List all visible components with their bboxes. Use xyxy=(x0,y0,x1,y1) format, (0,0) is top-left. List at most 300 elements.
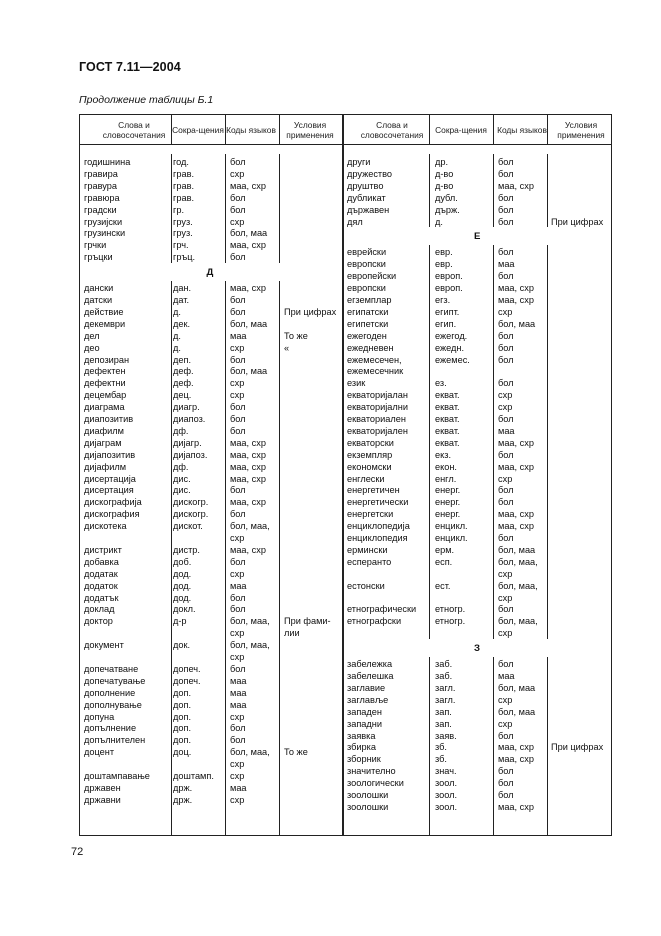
right-row-47-col-1: зб. xyxy=(435,754,447,765)
right-row-29-col-0: енциклопедија xyxy=(347,521,410,532)
right-row-7-col-1: евр. xyxy=(435,259,453,270)
left-row-20-col-2: бол xyxy=(230,414,246,424)
left-row-36-col-1: докл. xyxy=(173,604,196,615)
right-row-47-col-2: маа, схр xyxy=(498,754,534,765)
left-row-0-col-1: год. xyxy=(173,157,189,167)
section-letter-z: З xyxy=(474,643,481,655)
right-row-24-col-0: економски xyxy=(347,461,392,472)
section-letter-d: Д xyxy=(206,267,214,279)
right-row-30-col-0: енциклопедия xyxy=(347,533,408,543)
right-row-50-col-2: бол xyxy=(498,790,514,800)
left-row-17-col-2: схр xyxy=(230,378,245,389)
left-row-48-col-3: То же xyxy=(284,747,308,758)
left-row-8-col-1: гръц. xyxy=(173,252,196,263)
right-row-11-col-2: схр xyxy=(498,306,513,317)
right-row-28-col-0: енергетски xyxy=(347,509,394,520)
left-row-43-col-1: доп. xyxy=(173,687,191,698)
right-row-6-col-1: евр. xyxy=(435,247,453,258)
right-row-6-col-2: бол xyxy=(498,247,514,258)
right-row-18-col-1: екват. xyxy=(435,390,460,401)
right-row-44-col-0: западни xyxy=(347,718,382,729)
right-row-31-col-1: ерм. xyxy=(435,544,455,555)
right-row-49-col-1: зоол. xyxy=(435,778,458,789)
right-row-30-col-2: бол xyxy=(498,533,514,543)
right-row-7-col-2: маа xyxy=(498,259,515,270)
left-row-33-col-1: дод. xyxy=(173,568,192,579)
right-row-49-col-2: бол xyxy=(498,778,514,789)
left-row-9-col-0: дански xyxy=(84,283,114,294)
left-row-22-col-0: дијаграм xyxy=(84,437,122,448)
left-row-22-col-1: дијагр. xyxy=(173,437,202,448)
header-conditions-right: Условия применения xyxy=(557,119,605,140)
left-row-33-col-0: додатак xyxy=(84,568,118,579)
right-row-31-col-2: бол, маа xyxy=(498,544,536,555)
left-row-18-col-2: схр xyxy=(230,390,245,401)
right-row-0-col-2: бол xyxy=(498,157,514,167)
right-row-26-col-1: енерг. xyxy=(435,485,461,496)
right-row-36-col-2: бол xyxy=(498,604,514,615)
right-row-19-col-2: схр xyxy=(498,402,513,413)
right-row-48-col-1: знач. xyxy=(435,766,457,777)
right-seg-2-col-rule-2 xyxy=(547,657,548,835)
left-row-29-col-1: дискот. xyxy=(173,521,203,532)
right-row-46-col-3: При цифрах xyxy=(551,742,604,753)
left-row-2-col-0: гравура xyxy=(84,180,117,191)
right-row-40-col-1: заб. xyxy=(435,671,453,681)
right-row-3-col-2: бол xyxy=(498,192,514,203)
left-row-37-col-0: доктор xyxy=(84,616,113,627)
right-row-35-col-2: схр xyxy=(498,592,513,603)
right-row-51-col-1: зоол. xyxy=(435,801,458,812)
right-row-10-col-0: егземплар xyxy=(347,295,392,305)
left-row-39-col-1: док. xyxy=(173,640,191,651)
left-row-31-col-0: дистрикт xyxy=(84,544,122,555)
right-row-7-col-0: европски xyxy=(347,259,386,270)
right-row-39-col-0: забележка xyxy=(347,659,393,670)
right-row-15-col-0: ежемесечен, xyxy=(347,354,402,365)
left-seg-1-col-rule-0 xyxy=(171,281,172,835)
left-row-13-col-3: То же xyxy=(284,330,308,341)
right-row-0-col-0: други xyxy=(347,157,371,167)
left-row-52-col-2: схр xyxy=(230,794,245,805)
left-row-26-col-0: дисертация xyxy=(84,485,134,496)
left-row-10-col-1: дат. xyxy=(173,295,190,305)
right-row-14-col-0: ежедневен xyxy=(347,342,394,353)
left-row-14-col-1: д. xyxy=(173,342,181,353)
right-row-21-col-2: маа xyxy=(498,425,515,436)
left-row-34-col-1: дод. xyxy=(173,580,192,591)
right-row-1-col-1: д-во xyxy=(435,168,454,179)
left-row-32-col-2: бол xyxy=(230,556,246,567)
left-row-18-col-1: дец. xyxy=(173,390,192,401)
left-row-44-col-2: маа xyxy=(230,699,247,710)
left-row-25-col-1: дис. xyxy=(173,473,191,484)
left-seg-1-col-rule-1 xyxy=(225,281,226,835)
right-row-14-col-1: ежедн. xyxy=(435,342,465,353)
header-codes-right: Коды языков xyxy=(497,124,547,135)
left-row-42-col-2: маа xyxy=(230,675,247,686)
right-row-34-col-2: бол, маа, xyxy=(498,580,538,591)
right-row-23-col-0: екземпляр xyxy=(347,449,393,460)
left-row-46-col-2: бол xyxy=(230,723,246,734)
right-row-50-col-1: зоол. xyxy=(435,790,458,800)
right-row-5-col-1: д. xyxy=(435,216,443,227)
left-row-5-col-0: грузијски xyxy=(84,216,123,227)
left-row-17-col-1: деф. xyxy=(173,378,194,389)
left-row-32-col-1: доб. xyxy=(173,556,192,567)
right-row-42-col-0: заглавље xyxy=(347,694,389,705)
right-row-19-col-0: екваторијални xyxy=(347,402,408,413)
right-row-27-col-1: енерг. xyxy=(435,497,461,508)
left-row-13-col-1: д. xyxy=(173,330,181,341)
right-row-41-col-2: бол, маа xyxy=(498,682,536,693)
right-row-46-col-0: збирка xyxy=(347,742,376,753)
left-row-37-col-2: бол, маа, xyxy=(230,616,270,627)
right-row-22-col-0: екваторски xyxy=(347,437,394,448)
right-row-6-col-0: еврейски xyxy=(347,247,387,258)
left-row-14-col-2: схр xyxy=(230,342,245,353)
left-row-31-col-2: маа, схр xyxy=(230,544,266,555)
left-row-18-col-0: децембар xyxy=(84,390,127,401)
left-row-1-col-1: грав. xyxy=(173,168,195,179)
left-row-44-col-0: дополнување xyxy=(84,699,142,710)
right-row-42-col-2: схр xyxy=(498,694,513,705)
left-row-37-col-3: При фами- xyxy=(284,616,331,627)
right-row-16-col-0: ежемесечник xyxy=(347,366,404,377)
left-row-34-col-2: маа xyxy=(230,580,247,591)
left-row-13-col-0: дел xyxy=(84,330,100,341)
right-seg-0-col-rule-1 xyxy=(493,154,494,227)
right-row-20-col-0: екваториален xyxy=(347,414,406,424)
left-row-23-col-1: дијапоз. xyxy=(173,449,208,460)
right-row-17-col-1: ез. xyxy=(435,378,447,389)
left-row-10-col-0: датски xyxy=(84,295,113,305)
left-row-48-col-2: бол, маа, xyxy=(230,747,270,758)
left-row-41-col-2: бол xyxy=(230,663,246,674)
right-row-3-col-0: дубликат xyxy=(347,192,386,203)
left-seg-0-col-rule-1 xyxy=(225,154,226,263)
left-row-2-col-1: грав. xyxy=(173,180,195,191)
left-row-7-col-1: грч. xyxy=(173,240,189,251)
left-row-47-col-2: бол xyxy=(230,735,246,746)
left-row-24-col-2: маа, схр xyxy=(230,461,266,472)
right-row-51-col-2: маа, схр xyxy=(498,801,534,812)
left-row-3-col-1: грав. xyxy=(173,192,195,203)
left-row-25-col-0: дисертација xyxy=(84,473,136,484)
right-row-23-col-1: екз. xyxy=(435,449,451,460)
left-row-41-col-0: допечатване xyxy=(84,663,139,674)
header-divider-0 xyxy=(171,114,172,145)
left-row-14-col-3: « xyxy=(284,342,290,353)
left-row-19-col-2: бол xyxy=(230,402,246,413)
abbreviations-table xyxy=(79,114,612,836)
left-row-43-col-2: маа xyxy=(230,687,247,698)
left-row-32-col-0: добавка xyxy=(84,556,119,567)
left-row-51-col-0: државен xyxy=(84,782,121,793)
left-row-46-col-0: допълнение xyxy=(84,723,137,734)
table-header-rule xyxy=(79,144,612,145)
left-row-15-col-1: деп. xyxy=(173,354,191,365)
right-row-39-col-2: бол xyxy=(498,659,514,670)
header-abbrev-right: Сокра-щения xyxy=(435,124,487,135)
left-row-43-col-0: дополнение xyxy=(84,687,136,698)
right-row-11-col-1: египт. xyxy=(435,306,460,317)
right-row-34-col-0: естонски xyxy=(347,580,385,591)
left-row-21-col-1: дф. xyxy=(173,425,189,436)
right-row-50-col-0: зоолошки xyxy=(347,790,389,800)
left-row-6-col-0: грузински xyxy=(84,228,126,239)
left-row-11-col-1: д. xyxy=(173,306,181,317)
right-row-1-col-0: дружество xyxy=(347,168,393,179)
right-row-12-col-0: египетски xyxy=(347,318,389,329)
left-row-29-col-0: дискотека xyxy=(84,521,127,532)
right-row-28-col-2: маа, схр xyxy=(498,509,534,520)
left-row-27-col-2: маа, схр xyxy=(230,497,266,508)
left-row-45-col-1: доп. xyxy=(173,711,191,722)
left-row-52-col-1: држ. xyxy=(173,794,193,805)
header-divider-4 xyxy=(429,114,430,145)
left-row-15-col-0: депозиран xyxy=(84,354,130,365)
right-row-23-col-2: бол xyxy=(498,449,514,460)
right-row-43-col-0: западен xyxy=(347,706,382,717)
left-row-28-col-1: дискогр. xyxy=(173,509,209,520)
table-right-rule xyxy=(611,114,612,836)
right-row-36-col-1: етногр. xyxy=(435,604,466,615)
right-row-4-col-2: бол xyxy=(498,204,514,215)
left-row-34-col-0: додаток xyxy=(84,580,118,591)
document-title: ГОСТ 7.11—2004 xyxy=(79,60,181,74)
right-row-13-col-2: бол xyxy=(498,330,514,341)
left-row-16-col-0: дефектен xyxy=(84,366,126,377)
left-row-6-col-1: груз. xyxy=(173,228,193,239)
left-row-51-col-2: маа xyxy=(230,782,247,793)
left-row-26-col-1: дис. xyxy=(173,485,191,496)
right-row-27-col-2: бол xyxy=(498,497,514,508)
left-row-35-col-0: додатък xyxy=(84,592,119,603)
right-row-31-col-0: ермински xyxy=(347,544,388,555)
left-row-21-col-0: диафилм xyxy=(84,425,124,436)
left-row-3-col-0: гравюра xyxy=(84,192,120,203)
left-row-42-col-1: допеч. xyxy=(173,675,201,686)
right-row-49-col-0: зоологически xyxy=(347,778,404,789)
left-row-16-col-2: бол, маа xyxy=(230,366,268,377)
left-row-19-col-0: диаграма xyxy=(84,402,125,413)
left-row-5-col-2: схр xyxy=(230,216,245,227)
left-row-40-col-2: схр xyxy=(230,652,245,662)
left-row-20-col-0: диапозитив xyxy=(84,414,134,424)
right-seg-1-col-rule-1 xyxy=(493,245,494,639)
left-row-38-col-2: схр xyxy=(230,628,245,639)
right-row-41-col-0: заглавие xyxy=(347,682,386,693)
left-row-8-col-2: бол xyxy=(230,252,246,263)
left-row-29-col-2: бол, маа, xyxy=(230,521,270,532)
right-row-4-col-0: държавен xyxy=(347,204,390,215)
table-left-rule xyxy=(79,114,80,836)
left-row-44-col-1: доп. xyxy=(173,699,191,710)
right-row-46-col-1: зб. xyxy=(435,742,447,753)
left-row-11-col-2: бол xyxy=(230,306,246,317)
right-row-21-col-0: екваторијален xyxy=(347,425,408,436)
left-row-27-col-0: дискографија xyxy=(84,497,142,508)
left-row-14-col-0: део xyxy=(84,342,100,353)
right-row-25-col-1: енгл. xyxy=(435,473,457,484)
right-row-41-col-1: загл. xyxy=(435,682,456,693)
right-row-45-col-2: бол xyxy=(498,730,514,741)
right-row-9-col-0: европски xyxy=(347,283,386,294)
left-row-15-col-2: бол xyxy=(230,354,246,365)
left-row-47-col-1: доп. xyxy=(173,735,191,746)
table-top-rule xyxy=(79,114,612,115)
left-row-2-col-2: маа, схр xyxy=(230,180,266,191)
right-row-17-col-0: език xyxy=(347,378,366,389)
right-row-15-col-2: бол xyxy=(498,354,514,365)
left-row-1-col-0: гравира xyxy=(84,168,118,179)
left-row-3-col-2: бол xyxy=(230,192,246,203)
right-seg-0-col-rule-0 xyxy=(429,154,430,227)
left-row-50-col-0: доштампавање xyxy=(84,771,150,781)
right-row-22-col-2: маа, схр xyxy=(498,437,534,448)
left-row-38-col-3: лии xyxy=(284,628,300,639)
right-row-28-col-1: енерг. xyxy=(435,509,461,520)
right-row-20-col-1: екват. xyxy=(435,414,460,424)
right-row-5-col-3: При цифрах xyxy=(551,216,604,227)
right-row-32-col-1: есп. xyxy=(435,556,453,567)
header-abbrev-left: Сокра-щения xyxy=(172,124,224,135)
left-row-45-col-2: схр xyxy=(230,711,245,722)
right-row-10-col-1: егз. xyxy=(435,295,451,305)
right-row-45-col-1: заяв. xyxy=(435,730,457,741)
right-row-48-col-2: бол xyxy=(498,766,514,777)
left-row-5-col-1: груз. xyxy=(173,216,193,227)
right-row-32-col-2: бол, маа, xyxy=(498,556,538,567)
right-row-2-col-1: д-во xyxy=(435,180,454,191)
right-row-24-col-2: маа, схр xyxy=(498,461,534,472)
left-row-12-col-0: декември xyxy=(84,318,126,329)
right-row-26-col-0: енергетичен xyxy=(347,485,400,496)
left-row-36-col-2: бол xyxy=(230,604,246,615)
right-seg-1-col-rule-2 xyxy=(547,245,548,639)
right-row-1-col-2: бол xyxy=(498,168,514,179)
left-row-4-col-0: градски xyxy=(84,204,117,215)
right-row-11-col-0: египатски xyxy=(347,306,389,317)
left-row-36-col-0: доклад xyxy=(84,604,115,615)
left-row-22-col-2: маа, схр xyxy=(230,437,266,448)
right-row-12-col-1: егип. xyxy=(435,318,457,329)
header-divider-1 xyxy=(225,114,226,145)
right-row-43-col-2: бол, маа xyxy=(498,706,536,717)
right-row-25-col-0: енглески xyxy=(347,473,385,484)
left-row-26-col-2: бол xyxy=(230,485,246,496)
right-row-8-col-2: бол xyxy=(498,271,514,282)
right-row-24-col-1: екон. xyxy=(435,461,457,472)
left-row-24-col-1: дф. xyxy=(173,461,189,472)
right-row-33-col-2: схр xyxy=(498,568,513,579)
header-codes-left: Коды языков xyxy=(226,124,276,135)
right-row-30-col-1: енцикл. xyxy=(435,533,468,543)
left-row-8-col-0: гръцки xyxy=(84,252,113,263)
left-row-49-col-2: схр xyxy=(230,759,245,770)
left-row-10-col-2: бол xyxy=(230,295,246,305)
center-double-rule xyxy=(342,114,344,836)
header-divider-6 xyxy=(547,114,548,145)
right-row-10-col-2: маа, схр xyxy=(498,295,534,305)
right-seg-1-col-rule-0 xyxy=(429,245,430,639)
right-row-2-col-2: маа, схр xyxy=(498,180,534,191)
left-row-48-col-1: доц. xyxy=(173,747,192,758)
header-conditions-left: Условия применения xyxy=(286,119,334,140)
right-row-45-col-0: заявка xyxy=(347,730,376,741)
left-row-9-col-2: маа, схр xyxy=(230,283,266,294)
right-row-9-col-1: европ. xyxy=(435,283,463,294)
table-bottom-rule xyxy=(79,835,612,836)
left-row-23-col-0: дијапозитив xyxy=(84,449,136,460)
left-row-6-col-2: бол, маа xyxy=(230,228,268,239)
left-row-31-col-1: дистр. xyxy=(173,544,200,555)
left-row-12-col-2: бол, маа xyxy=(230,318,268,329)
right-row-44-col-2: схр xyxy=(498,718,513,729)
left-row-4-col-2: бол xyxy=(230,204,246,215)
left-row-28-col-2: бол xyxy=(230,509,246,520)
left-row-9-col-1: дан. xyxy=(173,283,192,294)
left-row-51-col-1: држ. xyxy=(173,782,193,793)
left-row-4-col-1: гр. xyxy=(173,204,185,215)
right-row-13-col-1: ежегод. xyxy=(435,330,468,341)
right-row-5-col-0: дял xyxy=(347,216,363,227)
right-row-4-col-1: държ. xyxy=(435,204,460,215)
right-row-37-col-0: етнографски xyxy=(347,616,402,627)
header-divider-2 xyxy=(279,114,280,145)
right-row-21-col-1: екват. xyxy=(435,425,460,436)
left-row-35-col-1: дод. xyxy=(173,592,192,603)
right-row-40-col-0: забелешка xyxy=(347,671,394,681)
right-row-0-col-1: др. xyxy=(435,157,449,167)
left-row-21-col-2: бол xyxy=(230,425,246,436)
left-seg-1-col-rule-2 xyxy=(279,281,280,835)
right-row-2-col-0: друштво xyxy=(347,180,384,191)
header-words-left: Слова и словосочетания xyxy=(102,119,166,140)
page-number: 72 xyxy=(71,846,84,858)
left-row-50-col-2: схр xyxy=(230,771,245,781)
right-row-42-col-1: загл. xyxy=(435,694,456,705)
right-seg-0-col-rule-2 xyxy=(547,154,548,227)
right-row-46-col-2: маа, схр xyxy=(498,742,534,753)
left-row-46-col-1: доп. xyxy=(173,723,191,734)
left-row-0-col-0: годишнина xyxy=(84,157,131,167)
section-letter-e: Е xyxy=(474,231,481,243)
left-row-37-col-1: д-р xyxy=(173,616,187,627)
right-row-18-col-0: екваторијалан xyxy=(347,390,408,401)
left-row-19-col-1: диагр. xyxy=(173,402,200,413)
right-row-9-col-2: маа, схр xyxy=(498,283,534,294)
left-row-20-col-1: диапоз. xyxy=(173,414,206,424)
right-row-44-col-1: зап. xyxy=(435,718,452,729)
right-row-29-col-2: маа, схр xyxy=(498,521,534,532)
table-caption: Продолжение таблицы Б.1 xyxy=(79,94,214,106)
right-row-39-col-1: заб. xyxy=(435,659,453,670)
right-row-15-col-1: ежемес. xyxy=(435,354,470,365)
right-row-32-col-0: есперанто xyxy=(347,556,392,567)
right-row-20-col-2: бол xyxy=(498,414,514,424)
left-row-27-col-1: дискогр. xyxy=(173,497,209,508)
left-row-17-col-0: дефектни xyxy=(84,378,126,389)
left-row-24-col-0: дијафилм xyxy=(84,461,127,472)
right-row-51-col-0: зоолошки xyxy=(347,801,389,812)
left-row-16-col-1: деф. xyxy=(173,366,194,377)
header-words-right: Слова и словосочетания xyxy=(360,119,424,140)
right-row-37-col-2: бол, маа, xyxy=(498,616,538,627)
left-row-39-col-2: бол, маа, xyxy=(230,640,270,651)
right-seg-2-col-rule-0 xyxy=(429,657,430,835)
